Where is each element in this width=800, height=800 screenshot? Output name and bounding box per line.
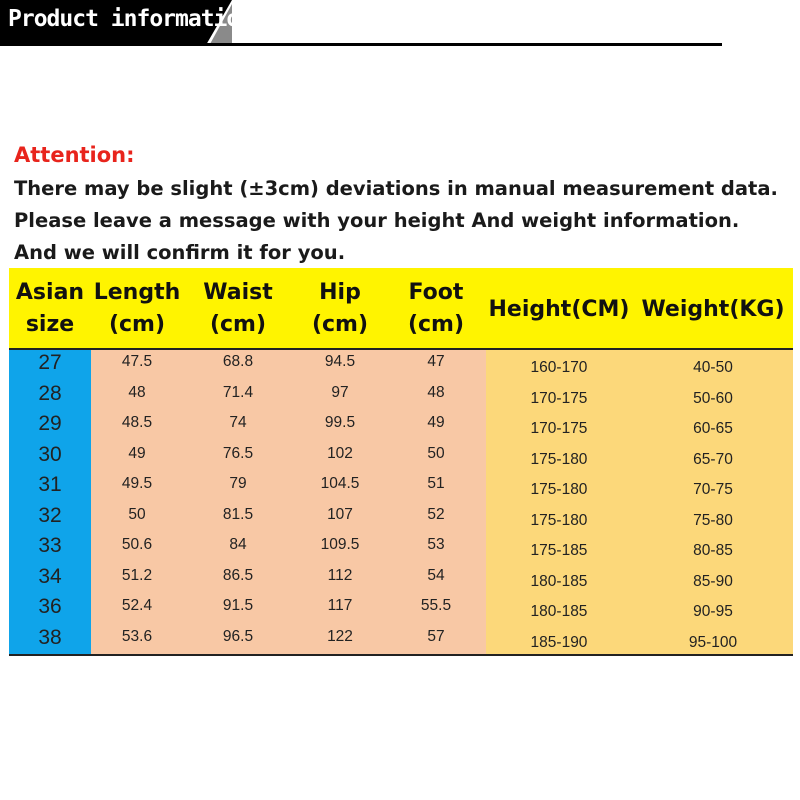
cell-size: 28	[38, 381, 62, 405]
attention-line-3: And we will confirm it for you.	[14, 241, 346, 264]
cell-waist: 79	[229, 475, 247, 492]
cell-size: 29	[38, 412, 62, 435]
attention-title: Attention:	[14, 143, 135, 167]
cell-waist: 71.4	[222, 383, 254, 401]
cell-height: 175-180	[530, 481, 588, 498]
cell-foot: 49	[427, 414, 445, 431]
cell-weight: 90-95	[693, 603, 733, 620]
header-height: Height(CM)	[488, 297, 630, 322]
cell-length: 48.5	[121, 414, 153, 431]
cell-waist: 76.5	[222, 444, 254, 462]
cell-weight: 65-70	[693, 450, 733, 468]
cell-length: 50.6	[121, 536, 153, 553]
cell-hip: 94.5	[324, 353, 356, 370]
cell-weight: 95-100	[688, 633, 738, 651]
cell-weight: 60-65	[693, 420, 733, 437]
cell-foot: 52	[427, 505, 445, 523]
cell-foot: 53	[427, 536, 445, 553]
header-waist: Waist (cm)	[203, 280, 273, 337]
cell-length: 47.5	[121, 353, 153, 370]
cell-height: 160-170	[530, 359, 588, 376]
cell-waist: 91.5	[222, 597, 254, 614]
header-hip: Hip (cm)	[311, 280, 369, 337]
header-length: Length (cm)	[93, 280, 181, 337]
cell-weight: 75-80	[693, 511, 733, 529]
cell-hip: 97	[331, 383, 349, 401]
cell-size: 27	[38, 351, 62, 374]
size-chart-table	[9, 268, 793, 656]
cell-size: 38	[38, 625, 62, 649]
header-weight: Weight(KG)	[641, 297, 785, 322]
cell-size: 34	[38, 564, 62, 588]
cell-foot: 54	[427, 566, 445, 584]
cell-waist: 86.5	[222, 566, 254, 584]
table-row	[9, 563, 793, 594]
cell-foot: 48	[427, 383, 445, 401]
cell-length: 49	[128, 444, 146, 462]
table-bottom-border	[9, 654, 793, 656]
cell-length: 50	[128, 505, 146, 523]
table-row	[9, 593, 793, 624]
cell-hip: 117	[327, 597, 353, 614]
header-foot: Foot (cm)	[407, 280, 465, 337]
table-row	[9, 349, 793, 380]
cell-size: 30	[38, 442, 62, 466]
header-divider	[0, 43, 722, 46]
cell-foot: 51	[427, 475, 445, 492]
table-row	[9, 624, 793, 655]
cell-waist: 68.8	[222, 353, 254, 370]
cell-weight: 85-90	[693, 572, 733, 590]
cell-hip: 104.5	[320, 475, 360, 492]
cell-height: 170-175	[530, 420, 588, 437]
attention-line-2: Please leave a message with your height And weight information.	[14, 209, 740, 232]
cell-size: 32	[38, 503, 62, 527]
cell-hip: 99.5	[324, 414, 356, 431]
cell-foot: 47	[427, 353, 445, 370]
cell-foot: 50	[427, 444, 445, 462]
cell-hip: 122	[327, 627, 353, 645]
cell-length: 48	[128, 383, 146, 401]
cell-size: 33	[38, 534, 62, 557]
cell-hip: 112	[327, 566, 353, 584]
cell-height: 170-175	[530, 389, 588, 407]
cell-weight: 50-60	[693, 389, 733, 407]
cell-height: 175-180	[530, 450, 588, 468]
cell-hip: 107	[327, 505, 353, 523]
cell-foot: 55.5	[420, 597, 452, 614]
cell-height: 185-190	[530, 633, 588, 651]
table-row	[9, 502, 793, 533]
cell-length: 49.5	[121, 475, 153, 492]
table-row	[9, 380, 793, 411]
cell-height: 175-180	[530, 511, 588, 529]
cell-weight: 80-85	[693, 542, 733, 559]
cell-height: 180-185	[530, 603, 588, 620]
cell-length: 52.4	[121, 597, 153, 614]
cell-height: 175-185	[530, 542, 588, 559]
cell-length: 53.6	[121, 627, 153, 645]
cell-waist: 81.5	[222, 505, 254, 523]
cell-hip: 109.5	[320, 536, 360, 553]
cell-foot: 57	[427, 627, 445, 645]
cell-size: 36	[38, 595, 62, 618]
cell-size: 31	[38, 473, 62, 496]
table-row	[9, 441, 793, 472]
cell-weight: 70-75	[693, 481, 733, 498]
cell-weight: 40-50	[693, 359, 733, 376]
attention-line-1: There may be slight (±3cm) deviations in manual measurement data.	[14, 177, 778, 200]
header-asian-size: Asian size	[15, 280, 85, 337]
table-row	[9, 410, 793, 441]
banner-title: Product information	[8, 6, 253, 32]
cell-waist: 96.5	[222, 627, 254, 645]
table-row	[9, 532, 793, 563]
cell-hip: 102	[327, 444, 353, 462]
cell-waist: 84	[229, 536, 247, 553]
table-row	[9, 471, 793, 502]
cell-waist: 74	[229, 414, 247, 431]
cell-length: 51.2	[121, 566, 153, 584]
cell-height: 180-185	[530, 572, 588, 590]
